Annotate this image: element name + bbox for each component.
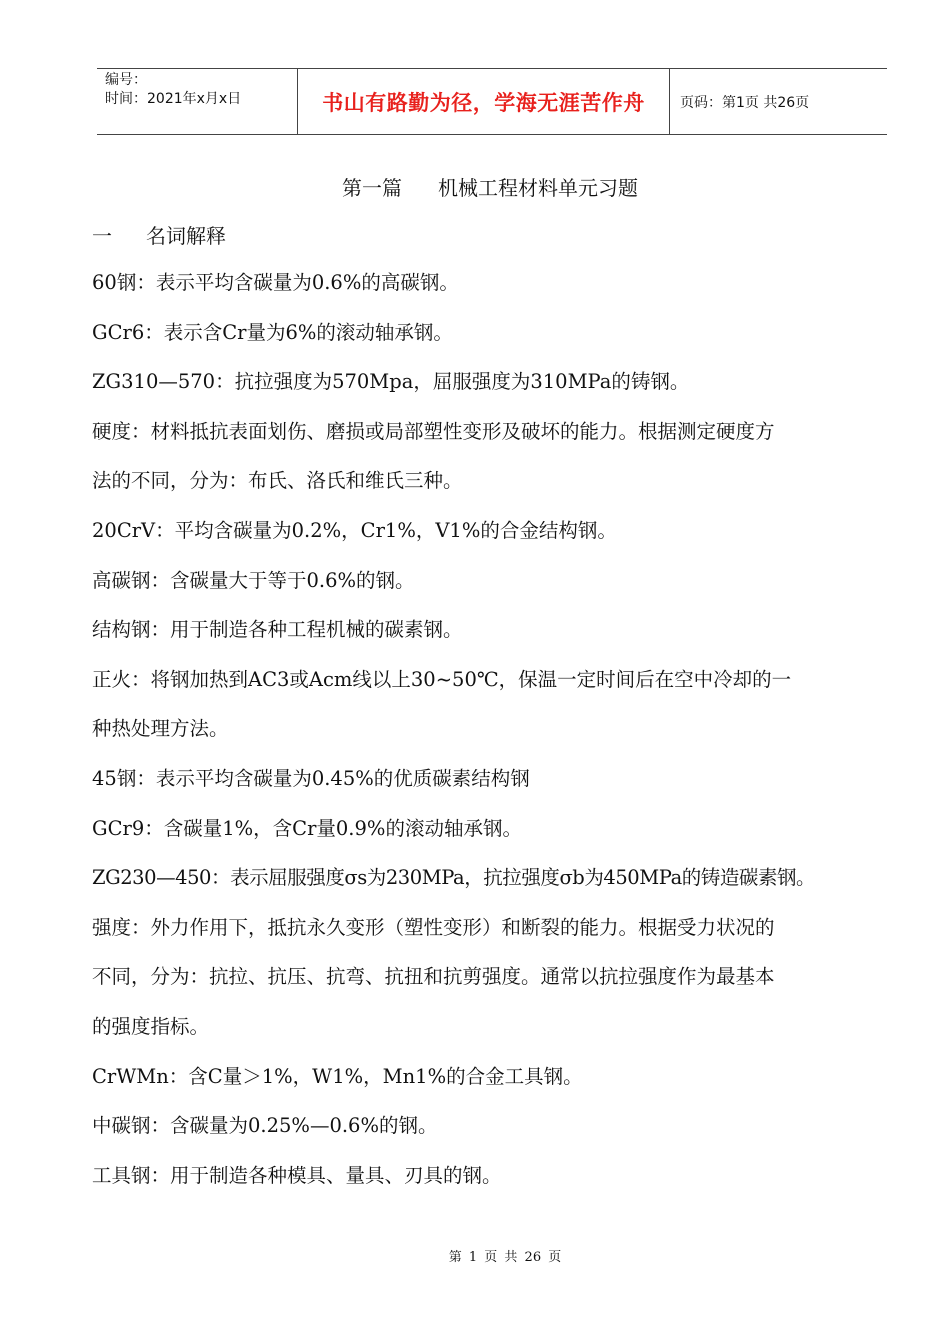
text-line: 20CrV：平均含碳量为0.2%，Cr1%，V1%的合金结构钢。 (92, 518, 617, 542)
section-heading (92, 220, 226, 249)
text-line: 的强度指标。 (92, 1014, 210, 1038)
text-line: 种热处理方法。 (92, 717, 229, 741)
header-meta-cell (97, 69, 298, 134)
text-line: 法的不同，分为：布氏、洛氏和维氏三种。 (92, 469, 463, 493)
title-part: 第一篇 (342, 176, 402, 200)
document-body (92, 258, 902, 1200)
text-line: 工具钢：用于制造各种模具、量具、刃具的钢。 (92, 1163, 502, 1187)
section-number: 一 (92, 224, 112, 248)
time-label: 时间：2021年x月x日 (105, 91, 242, 107)
text-line: 正火：将钢加热到AC3或Acm线以上30~50℃，保温一定时间后在空中冷却的一 (92, 667, 792, 691)
page-footer: 第 1 页 共 26 页 (448, 1250, 562, 1265)
text-line: 60钢：表示平均含碳量为0.6%的高碳钢。 (92, 271, 459, 294)
text-line: 结构钢：用于制造各种工程机械的碳素钢。 (92, 618, 463, 642)
text-line: 中碳钢：含碳量为0.25%—0.6%的钢。 (92, 1114, 438, 1138)
text-line: 强度：外力作用下，抵抗永久变形（塑性变形）和断裂的能力。根据受力状况的 (92, 915, 775, 939)
text-line: 不同，分为：抗拉、抗压、抗弯、抗扭和抗剪强度。通常以抗拉强度作为最基本 (92, 965, 775, 989)
text-line: ZG310—570：抗拉强度为570Mpa，屈服强度为310MPa的铸钢。 (92, 370, 690, 394)
header-table (97, 68, 887, 135)
text-line: 硬度：材料抵抗表面划伤、磨损或局部塑性变形及破坏的能力。根据测定硬度方 (92, 419, 775, 443)
title-name: 机械工程材料单元习题 (438, 176, 638, 200)
text-line: 高碳钢：含碳量大于等于0.6%的钢。 (92, 568, 415, 592)
section-name: 名词解释 (146, 224, 226, 248)
number-label: 编号： (105, 72, 147, 88)
text-line: CrWMn：含C量＞1%，W1%，Mn1%的合金工具钢。 (92, 1064, 583, 1088)
document-title (0, 172, 950, 201)
header-motto: 书山有路勤为径，学海无涯苦作舟 (298, 69, 670, 134)
text-line: ZG230—450：表示屈服强度σs为230MPa，抗拉强度σb为450MPa的铸造碳素钢。 (92, 866, 816, 890)
text-line: GCr9：含碳量1%，含Cr量0.9%的滚动轴承钢。 (92, 816, 522, 840)
text-line: 45钢：表示平均含碳量为0.45%的优质碳素结构钢 (92, 766, 530, 790)
text-line: GCr6：表示含Cr量为6%的滚动轴承钢。 (92, 320, 453, 344)
header-page-info: 页码：第1页 共26页 (680, 94, 810, 111)
